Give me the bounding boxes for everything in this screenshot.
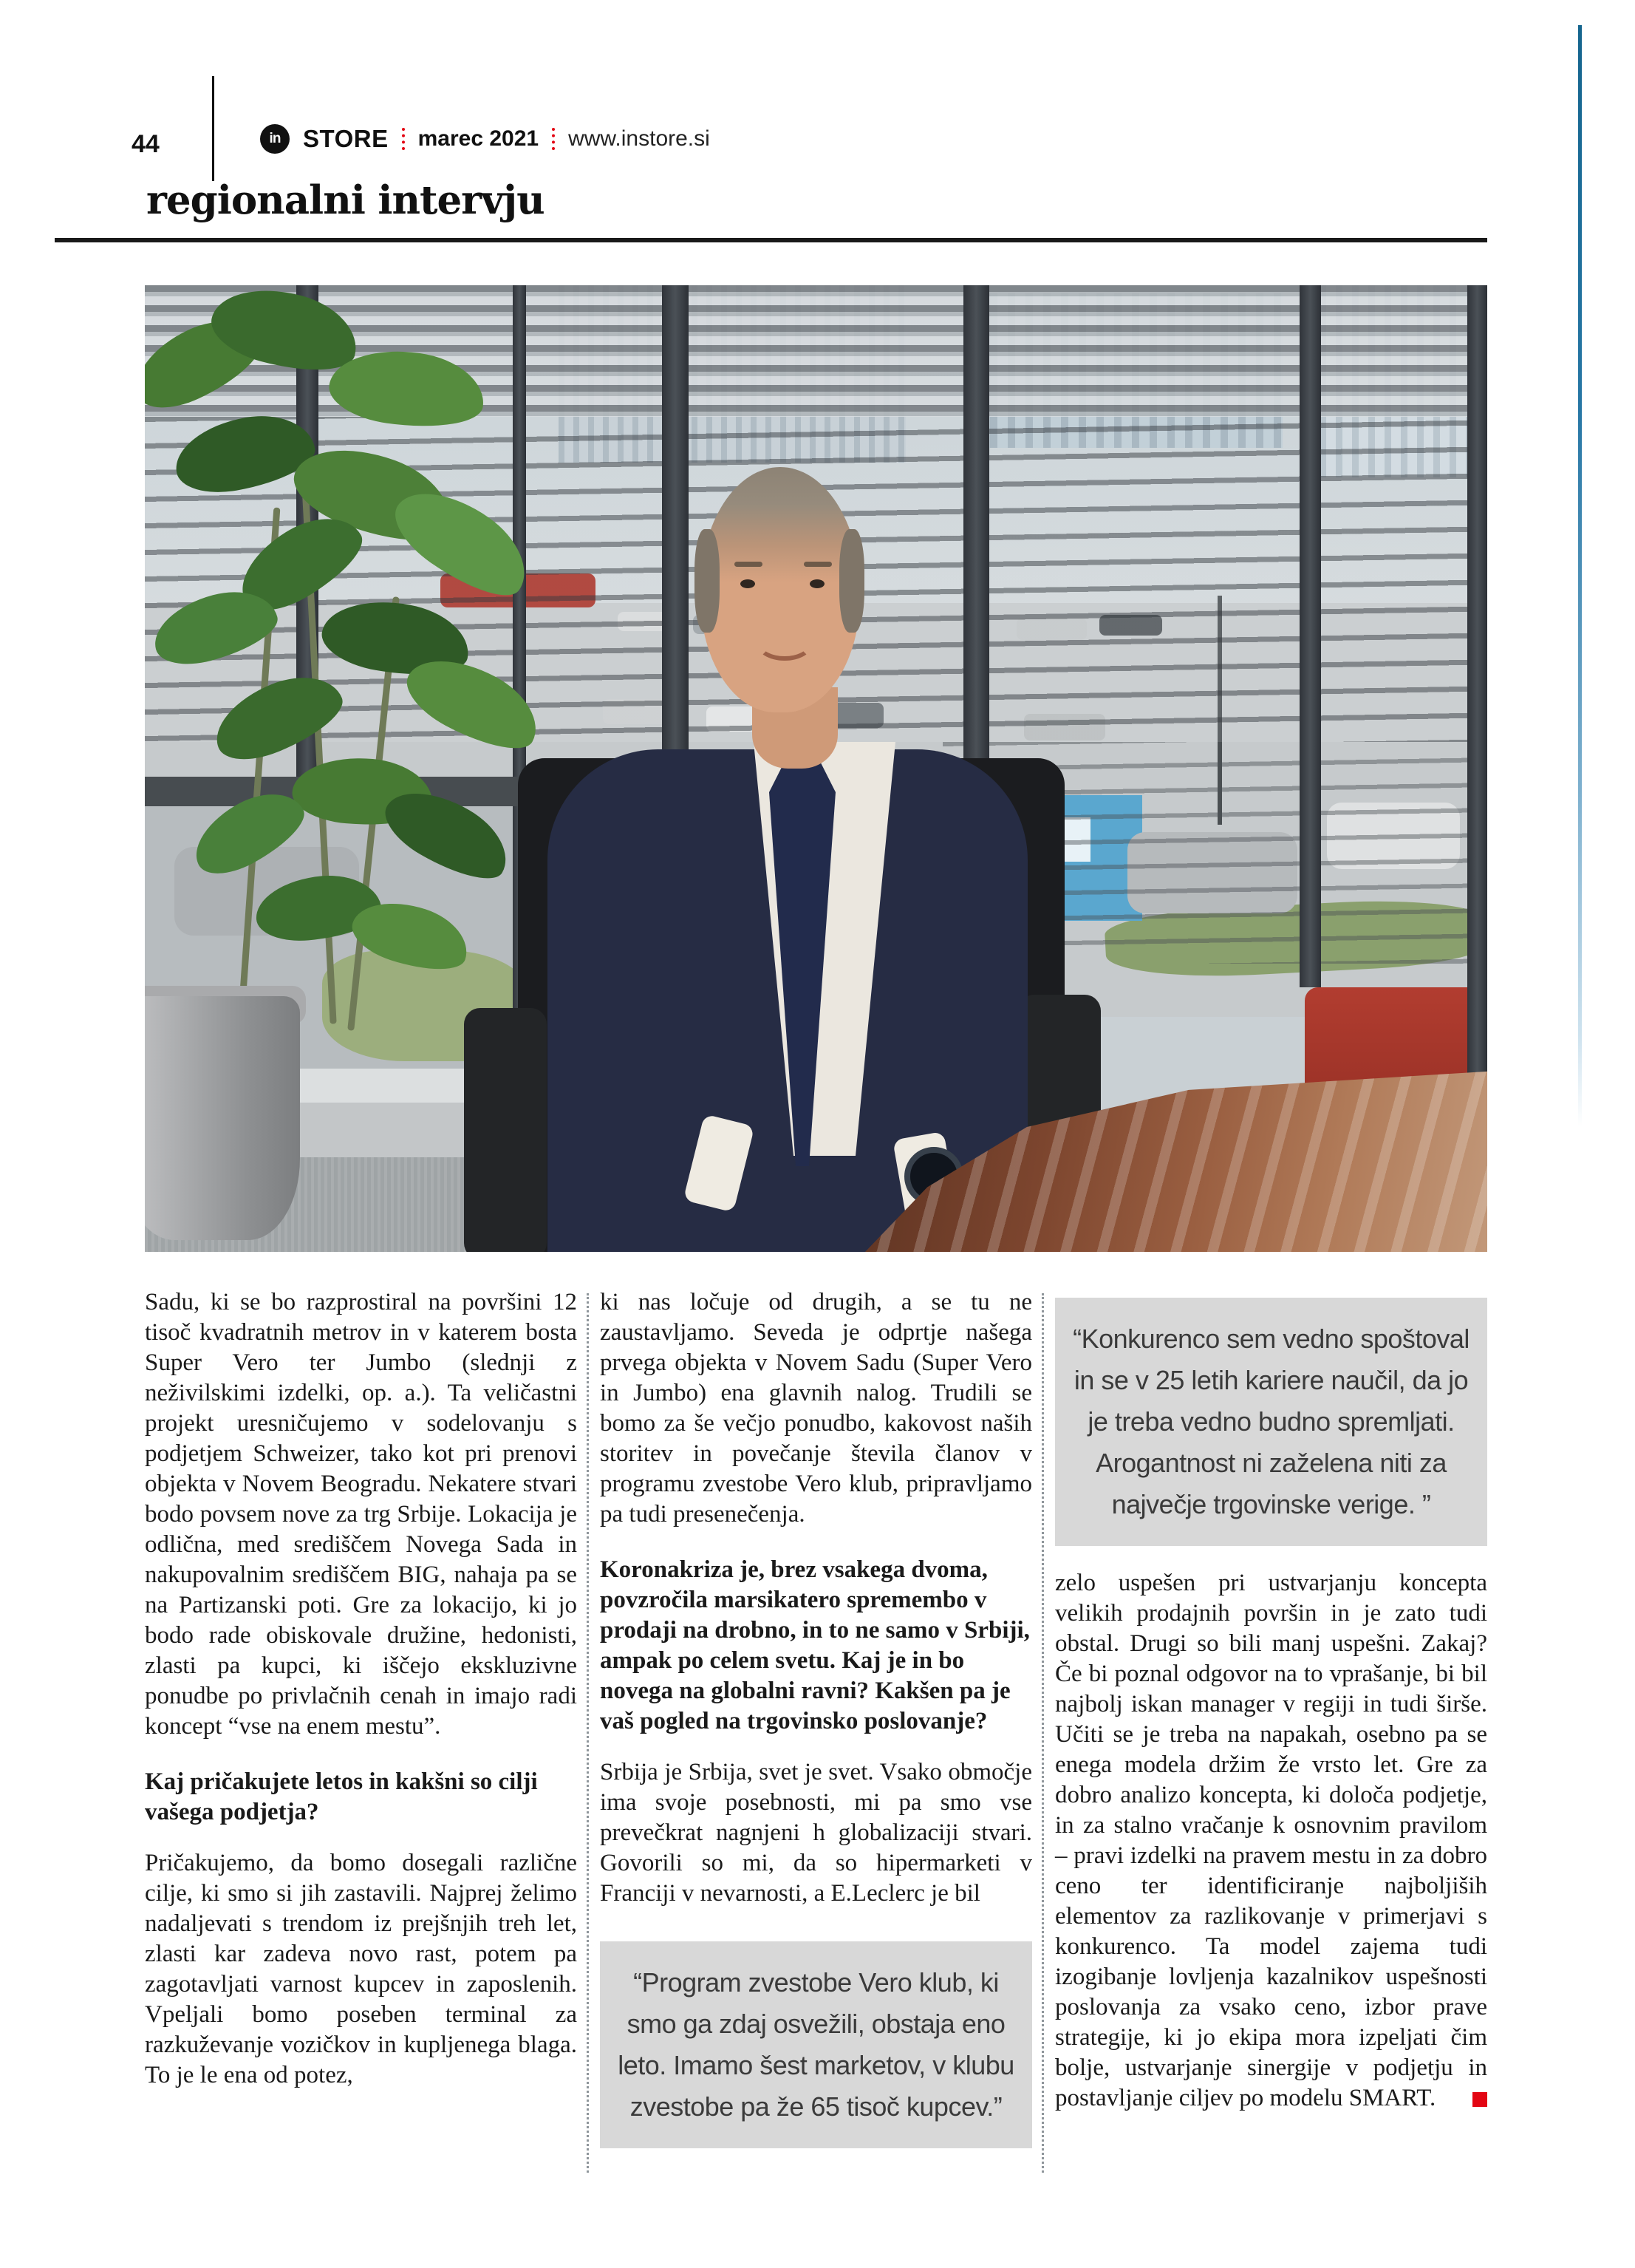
header-divider-line (212, 76, 214, 181)
interview-question: Koronakriza je, brez vsakega dvoma, povzročila marsikatero spremembo v prodaji na drobno, in to ne samo v Srbiji, ampak po celem svetu. Kaj je in bo novega na globalni ravni? Kakšen pa je vaš pogled na trgovinsko poslovanje? (600, 1556, 1030, 1734)
paragraph: Pričakujemo, da bomo dosegali različne cilje, ki smo si jih zastavili. Najprej želimo nadaljevati s trendom iz prejšnjih treh let, zlasti kar zadeva novo rast, potem pa zagotavljati varnost kupcev in zaposlenih. Vpeljali bomo poseben terminal za razkuževanje vozičkov in kupljenega blaga. To je le ena od potez, (145, 1850, 577, 2088)
pull-quote: “Program zvestobe Vero klub, ki smo ga zdaj osvežili, obstaja eno leto. Imamo šest marketov, v klubu zvestobe pa že 65 tisoč kupcev.” (600, 1941, 1032, 2148)
plant-pot (145, 996, 300, 1240)
red-dotted-separator (552, 128, 555, 150)
window-mullion (1300, 285, 1321, 987)
interviewee-eye (810, 579, 825, 588)
article-column-3 (1055, 1287, 1487, 2148)
chair-armrest (464, 1008, 547, 1252)
article-column-1 (145, 1287, 577, 2148)
interviewee-hair (839, 529, 864, 633)
article-end-mark (1472, 2092, 1487, 2107)
column-divider (577, 1287, 600, 2148)
header-rule (55, 238, 1487, 242)
masthead-issue: marec 2021 (417, 126, 539, 151)
paragraph (1055, 1568, 1487, 2114)
article-body (145, 1287, 1487, 2148)
page-edge-accent-line (1578, 25, 1582, 1126)
interview-question: Kaj pričakujete letos in kakšni so cilji vašega podjetja? (145, 1768, 538, 1825)
masthead (260, 124, 710, 154)
interviewee-hair (694, 529, 720, 633)
paragraph: Srbija je Srbija, svet je svet. Vsako območje ima svoje posebnosti, mi pa smo vse prevečkrat nagnjeni h globalizaciji stvari. Govorili so mi, da so hipermarketi v Franciji v nevarnosti, a E.Leclerc je bil (600, 1759, 1032, 1907)
page-number: 44 (132, 130, 160, 158)
article-column-2 (600, 1287, 1032, 2148)
masthead-logo-text: STORE (303, 125, 389, 152)
interviewee-eye (740, 579, 755, 588)
paragraph: ki nas ločuje od drugih, a se tu ne zaustavljamo. Seveda je odprtje našega prvega objekta v Novem Sadu (Super Vero in Jumbo) ena glavnih nalog. Trudili se bomo za še večjo ponudbo, kakovost naših storitev in povečanje števila članov v programu zvestobe Vero klub, pripravljamo pa tudi presenečenja. (600, 1289, 1032, 1528)
paragraph: Sadu, ki se bo razprostiral na površini 12 tisoč kvadratnih metrov in v katerem bosta Super Vero ter Jumbo (slednji z neživilskimi izdelki, op. a.). Ta veličastni projekt uresničujemo v sodelovanju s podjetjem Schweizer, tako kot pri prenovi objekta v Novem Beogradu. Nekatere stvari bodo povsem nove za trg Srbije. Lokacija je odlična, med središčem Novega Sada in nakupovalnim središčem BIG, nahaja pa se na Partizanski poti. Gre za lokacijo, ki jo bodo rade obiskovale družine, hedonisti, zlasti pa kupci, ki iščejo ekskluzivne ponudbe po privlačnih cenah in imajo radi koncept “vse na enem mestu”. (145, 1289, 577, 1740)
red-dotted-separator (402, 128, 405, 150)
column-divider (1032, 1287, 1055, 2148)
masthead-website: www.instore.si (568, 126, 710, 151)
interviewee-face (700, 467, 860, 712)
interviewee-eyebrow (734, 562, 762, 567)
paragraph-text: zelo uspešen pri ustvarjanju koncepta velikih prodajnih površin in je zato tudi obstal. Drugi so bili manj uspešni. Zakaj? Če bi poznal odgovor na to vprašanje, bi bil najbolj iskan manager v regiji in tudi širše. Učiti se je treba na napakah, osebno pa se enega modela držim že vrsto let. Gre za dobro analizo koncepta, ki določa podjetje, in za stalno vračanje k osnovnim pravilom – pravi izdelki na pravem mestu in za dobro ceno ter identificiranje najboljiših elementov za razlikovanje v primerjavi s konkurenco. Ta model zajema tudi izogibanje lovljenja kazalnikov uspešnosti poslovanja za vsako ceno, izbor prave strategije, ki jo ekipa mora izpeljati čim bolje, ustvarjanje sinergije v podjetju in postavljanje ciljev po modelu SMART. (1055, 1570, 1487, 2111)
instore-logo-icon: in (260, 124, 290, 154)
section-title: regionalni intervju (146, 177, 545, 223)
interview-photo (145, 285, 1487, 1252)
interviewee-eyebrow (804, 562, 832, 567)
pull-quote: “Konkurenco sem vedno spoštoval in se v 25 letih kariere naučil, da jo je treba vedno budno spremljati. Arogantnost ni zaželena niti za največje trgovinske verige. ” (1055, 1298, 1487, 1546)
interviewee-smile (757, 627, 813, 661)
